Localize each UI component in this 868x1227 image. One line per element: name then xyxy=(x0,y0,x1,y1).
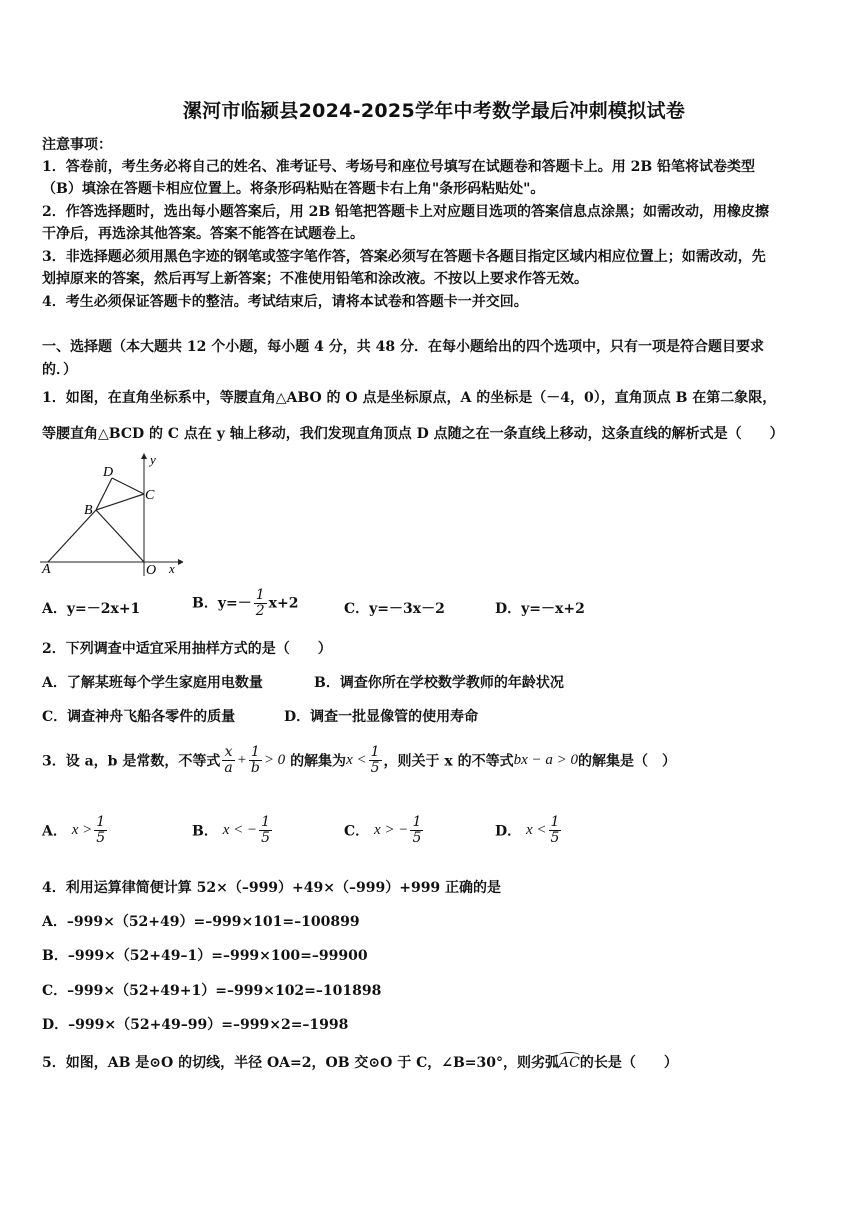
q1-stem-cont: 等腰直角△BCD 的 C 点在 y 轴上移动，我们发现直角顶点 D 点随之在一条直线上移动，这条直线的解析式是（ ） xyxy=(42,426,784,442)
notice-item: 1．答卷前，考生务必将自己的姓名、准考证号、考场号和座位号填写在试题卷和答题卡上。用 2B 铅笔将试卷类型 xyxy=(42,159,756,175)
q3-stem-part: 3．设 a，b 是常数，不等式 xyxy=(42,753,221,770)
option-relation: x < − xyxy=(222,822,258,838)
q3-fraction-1-b xyxy=(249,745,262,776)
q1-option-b-fraction xyxy=(254,588,267,619)
notice-item: 4．考生必须保证答题卡的整洁。考试结束后，请将本试卷和答题卡一并交回。 xyxy=(42,294,528,310)
frac-den: b xyxy=(250,760,260,776)
q3-fraction-x-a xyxy=(222,745,234,776)
q4-option-b[interactable]: B．–999×（52+49–1）=–999×100=–99900 xyxy=(42,948,368,964)
label-x: x xyxy=(169,561,175,576)
q3-option-c[interactable] xyxy=(344,815,425,846)
x-axis-arrow xyxy=(178,559,183,565)
q4-option-a[interactable]: A．–999×（52+49）=–999×101=–100899 xyxy=(42,914,360,930)
q5-stem xyxy=(42,1052,678,1072)
frac-num: 1 xyxy=(412,814,422,830)
frac-den: 2 xyxy=(255,603,265,619)
frac-den: 5 xyxy=(412,830,422,846)
q5-stem-part: 的长是（ ） xyxy=(579,1055,678,1071)
q3-fraction-1-5 xyxy=(369,745,382,776)
notice-item: 划掉原来的答案，然后再写上新答案；不准使用铅笔和涂改液。不按以上要求作答无效。 xyxy=(42,271,588,287)
frac-num: 1 xyxy=(96,814,106,830)
segment-BO xyxy=(96,510,144,562)
q1-option-b-prefix: B．y=－ xyxy=(192,595,252,612)
frac-num: 1 xyxy=(255,587,265,603)
notice-item: 3．非选择题必须用黑色字迹的钢笔或签字笔作答，答案必须写在答题卡各题目指定区域内相应位置上；如需改动，先 xyxy=(42,249,766,265)
page-title: 漯河市临颍县2024-2025学年中考数学最后冲刺模拟试卷 xyxy=(182,100,686,122)
q3-option-b[interactable] xyxy=(192,815,274,846)
notice-item: 干净后，再选涂其他答案。答案不能答在试题卷上。 xyxy=(42,226,364,242)
frac-num: 1 xyxy=(550,814,560,830)
option-relation: x > − xyxy=(374,822,409,838)
q2-option-b[interactable]: B．调查你所在学校数学教师的年龄状况 xyxy=(314,675,564,691)
q1-option-d[interactable]: D．y=－x+2 xyxy=(495,601,585,617)
option-fraction xyxy=(94,815,107,846)
q4-option-c[interactable]: C．–999×（52+49+1）=–999×102=–101898 xyxy=(42,983,382,999)
frac-den: 5 xyxy=(261,830,271,846)
label-B: B xyxy=(84,503,93,518)
label-D: D xyxy=(103,465,114,480)
label-O: O xyxy=(146,563,157,577)
notice-heading: 注意事项： xyxy=(42,137,112,153)
section-heading: 一、选择题（本大题共 12 个小题，每小题 4 分，共 48 分．在每小题给出的四个选项中，只有一项是符合题目要求 xyxy=(42,339,764,355)
q4-option-d[interactable]: D．–999×（52+49–99）=–999×2=–1998 xyxy=(42,1017,349,1033)
q3-stem xyxy=(42,745,676,776)
q3-stem-part: ，则关于 x 的不等式 xyxy=(383,753,514,770)
y-axis-arrow xyxy=(141,453,147,459)
q1-option-b[interactable] xyxy=(192,588,298,619)
q2-option-c[interactable]: C．调查神舟飞船各零件的质量 xyxy=(42,709,236,725)
frac-num: 1 xyxy=(261,814,271,830)
option-fraction xyxy=(549,815,562,846)
q2-option-d[interactable]: D．调查一批显像管的使用寿命 xyxy=(284,709,479,725)
option-label: C． xyxy=(344,823,370,840)
notice-item: （B）填涂在答题卡相应位置上。将条形码粘贴在答题卡右上角"条形码粘贴处"。 xyxy=(42,181,545,197)
q1-option-c[interactable]: C．y=－3x－2 xyxy=(344,601,445,617)
q3-plus: + xyxy=(236,752,247,768)
frac-den: 5 xyxy=(96,830,106,846)
segment-DC xyxy=(112,478,144,494)
q2-stem: 2．下列调查中适宜采用抽样方式的是（ ） xyxy=(42,641,332,657)
option-relation: x > xyxy=(71,822,93,838)
q5-stem-part: 5．如图，AB 是⊙O 的切线，半径 OA=2，OB 交⊙O 于 C，∠B=30°，则劣弧 xyxy=(42,1055,560,1071)
option-relation: x < xyxy=(526,822,547,838)
frac-num: 1 xyxy=(370,744,380,760)
q3-gt-zero: > 0 xyxy=(263,752,286,768)
label-C: C xyxy=(145,488,155,503)
frac-num: 1 xyxy=(250,744,260,760)
q3-stem-part: 的解集是（ ） xyxy=(578,753,677,770)
option-label: B． xyxy=(192,823,218,840)
section-heading-cont: 的．） xyxy=(42,362,77,378)
frac-den: 5 xyxy=(550,830,560,846)
q1-option-b-suffix: x+2 xyxy=(268,595,299,612)
q3-x-lt: x < xyxy=(346,752,367,768)
frac-den: 5 xyxy=(370,760,380,776)
label-A: A xyxy=(42,562,51,577)
q3-expression: bx − a > 0 xyxy=(513,752,579,768)
q1-stem: 1．如图，在直角坐标系中，等腰直角△ABO 的 O 点是坐标原点，A 的坐标是（－4，0），直角顶点 B 在第二象限， xyxy=(42,390,777,406)
notice-item: 2．作答选择题时，选出每小题答案后，用 2B 铅笔把答题卡上对应题目选项的答案信息点涂黑；如需改动，用橡皮擦 xyxy=(42,204,770,220)
option-label: D． xyxy=(495,823,522,840)
frac-den: a xyxy=(224,760,233,776)
frac-num: x xyxy=(224,744,233,760)
q1-figure xyxy=(38,452,183,577)
label-y: y xyxy=(150,452,156,467)
option-label: A． xyxy=(42,823,67,840)
option-fraction xyxy=(410,815,423,846)
q3-option-a[interactable] xyxy=(42,815,109,846)
q1-option-a[interactable]: A．y=－2x+1 xyxy=(42,601,141,617)
q2-option-a[interactable]: A．了解某班每个学生家庭用电数量 xyxy=(42,675,263,691)
q3-stem-part: 的解集为 xyxy=(290,753,347,770)
option-fraction xyxy=(259,815,272,846)
q5-arc-ac: AC xyxy=(559,1055,580,1071)
q3-option-d[interactable] xyxy=(495,815,563,846)
q4-stem: 4．利用运算律简便计算 52×（–999）+49×（–999）+999 正确的是 xyxy=(42,880,502,896)
